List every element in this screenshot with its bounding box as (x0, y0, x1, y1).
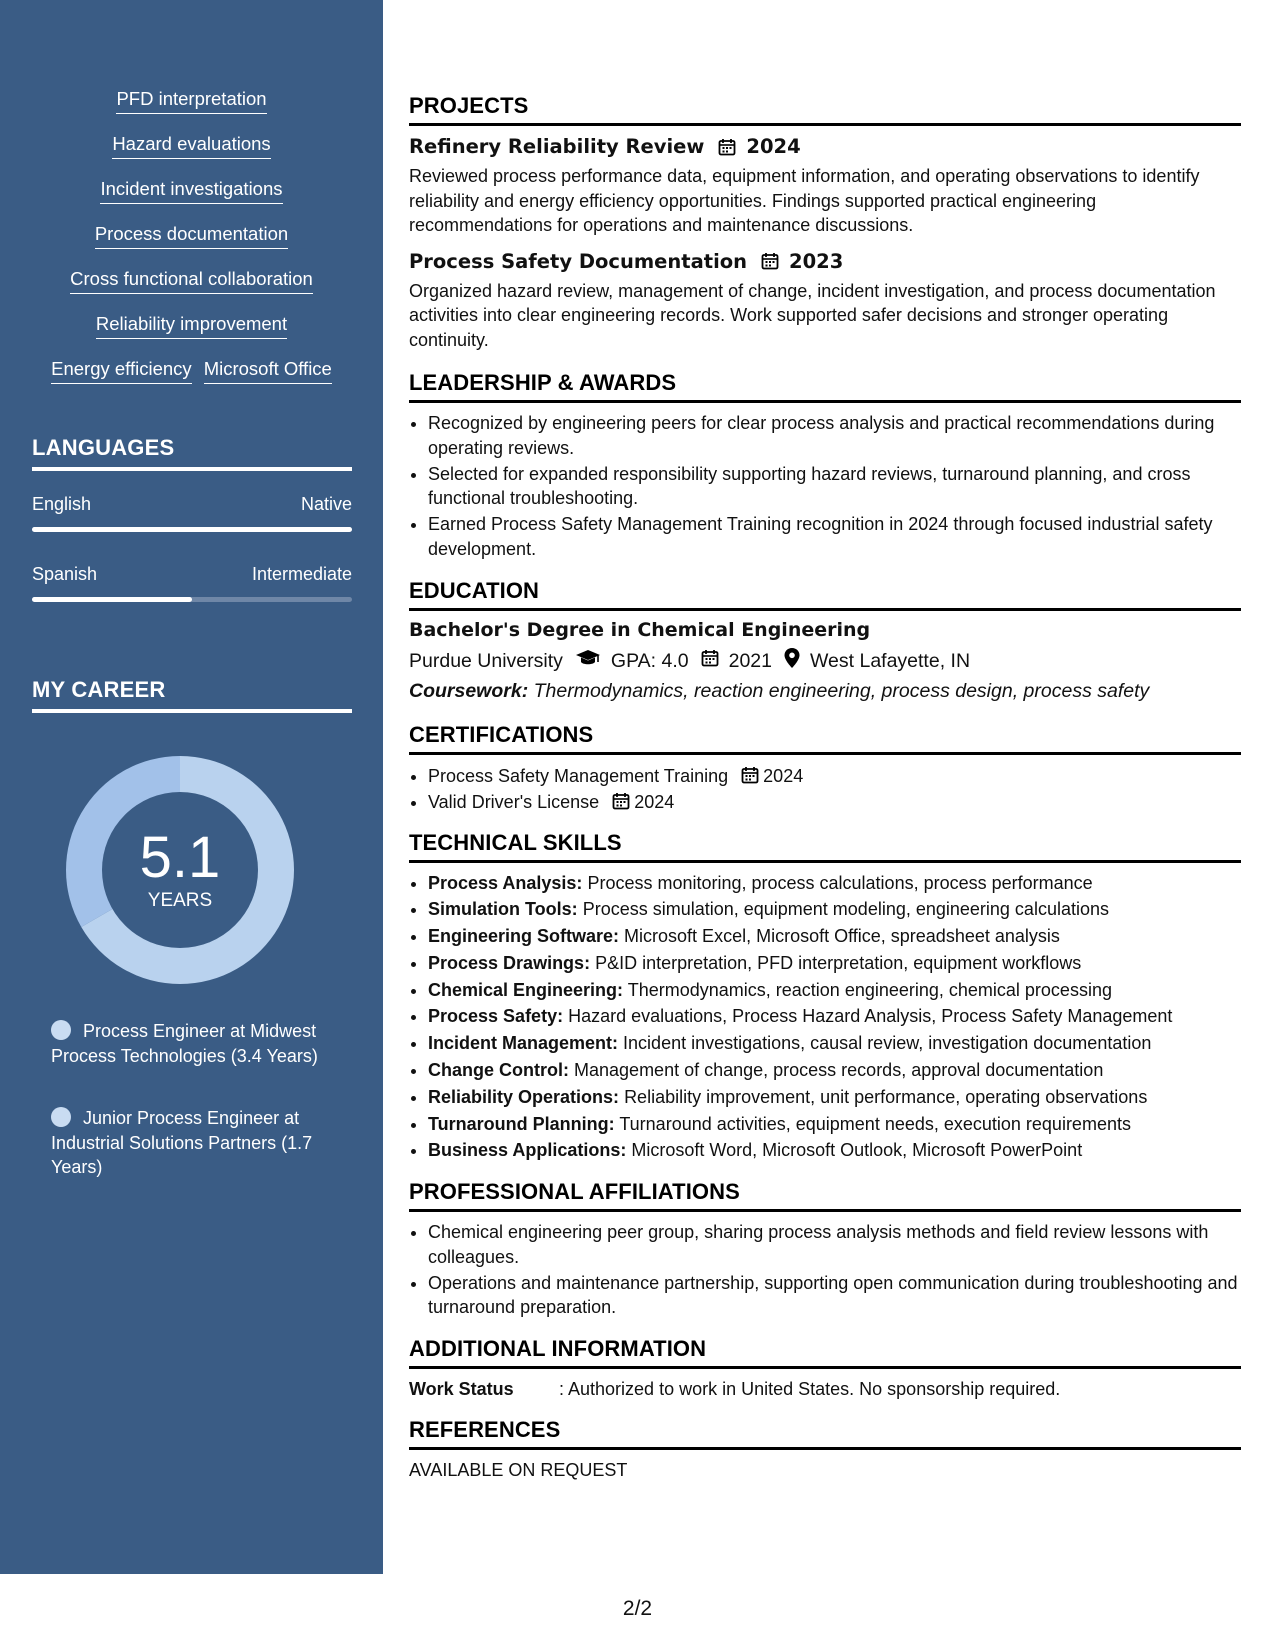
list-item: • Earned Process Safety Management Training recognition in 2024 through focused industrial safety development. (428, 512, 1241, 561)
career-item (51, 1106, 341, 1180)
skill-value: Thermodynamics, reaction engineering, chemical processing (627, 979, 1112, 1000)
list-item: • Chemical engineering peer group, sharing process analysis methods and field review lessons with colleagues. (428, 1220, 1241, 1269)
calendar-icon (718, 138, 736, 156)
graduation-year: 2021 (728, 649, 772, 672)
skill-value: Management of change, process records, approval documentation (574, 1060, 1104, 1081)
skill-label: Change Control: (428, 1060, 569, 1081)
education-details (409, 648, 1241, 674)
skill-label: Chemical Engineering: (428, 979, 624, 1000)
calendar-icon (741, 766, 759, 784)
skill-tags (0, 87, 383, 402)
calendar-icon (761, 252, 779, 270)
career-dot (51, 1107, 71, 1127)
career-item (51, 1019, 341, 1068)
skill-label: Incident Management: (428, 1033, 619, 1054)
career-total-unit: YEARS (147, 890, 213, 911)
projects-section (409, 93, 1241, 352)
references-section (409, 1417, 1241, 1481)
skill-label: Reliability Operations: (428, 1086, 620, 1107)
work-status-row (409, 1379, 1241, 1400)
skill-tag: Process documentation (95, 222, 288, 249)
list-item (428, 1004, 1241, 1029)
skill-tag: Microsoft Office (204, 357, 332, 384)
skill-label: Process Analysis: (428, 872, 583, 893)
leadership-list (409, 411, 1241, 561)
gpa: GPA: 4.0 (610, 649, 689, 672)
list-item (428, 1138, 1241, 1163)
list-item: • Recognized by engineering peers for clear process analysis and practical recommendations during operating reviews. (428, 411, 1241, 460)
skill-label: Process Safety: (428, 1006, 564, 1027)
location-pin-icon (784, 648, 800, 674)
certifications-section (409, 722, 1241, 815)
work-status-value: : Authorized to work in United States. No sponsorship required. (559, 1378, 1061, 1399)
skill-value: Process monitoring, process calculations, process performance (587, 872, 1093, 893)
section-heading: EDUCATION (409, 578, 1241, 611)
list-item (428, 951, 1241, 976)
languages-heading: LANGUAGES (32, 435, 352, 471)
skill-tag: Cross functional collaboration (70, 267, 313, 294)
leadership-section (409, 370, 1241, 561)
language-level: Native (300, 494, 352, 514)
certification-year: 2024 (634, 792, 675, 812)
project-title: Process Safety Documentation (409, 249, 748, 273)
additional-info-section (409, 1336, 1241, 1400)
skill-label: Simulation Tools: (428, 899, 578, 920)
skill-value: Incident investigations, causal review, investigation documentation (623, 1033, 1152, 1054)
main-content (409, 93, 1241, 1481)
language-english (32, 494, 352, 532)
skill-tag: Energy efficiency (51, 357, 192, 384)
list-item (428, 897, 1241, 922)
language-proficiency-fill (32, 527, 352, 532)
project-description: Organized hazard review, management of change, incident investigation, and process documentation activities into clear engineering records. Work supported safer decisions and stronger operating continuity. (409, 280, 1216, 350)
list-item (428, 764, 1241, 789)
calendar-icon (612, 792, 630, 810)
language-name: Spanish (32, 564, 98, 584)
skill-value: Process simulation, equipment modeling, engineering calculations (582, 899, 1109, 920)
project-description: Reviewed process performance data, equipment information, and operating observations to identify reliability and energy efficiency opportunities. Findings supported practical engineering recommendations for operations and maintenance discussions. (409, 166, 1200, 235)
skill-label: Business Applications: (428, 1140, 627, 1161)
sidebar (0, 0, 383, 1574)
list-item: • Operations and maintenance partnership, supporting open communication during troubleshooting and turnaround preparation. (428, 1271, 1241, 1320)
school-name: Purdue University (409, 649, 563, 672)
section-heading: CERTIFICATIONS (409, 722, 1241, 755)
skill-tag: Reliability improvement (96, 312, 287, 339)
certifications-list (409, 764, 1241, 815)
certification-name: Valid Driver's License (428, 792, 600, 812)
skill-value: Reliability improvement, unit performance, operating observations (624, 1086, 1148, 1107)
skill-value: Microsoft Word, Microsoft Outlook, Microsoft PowerPoint (631, 1140, 1083, 1161)
skill-tag: Incident investigations (100, 177, 282, 204)
career-dot (51, 1020, 71, 1040)
language-level: Intermediate (251, 564, 352, 584)
references-text: AVAILABLE ON REQUEST (409, 1459, 628, 1480)
affiliations-list (409, 1220, 1241, 1320)
skill-label: Engineering Software: (428, 926, 620, 947)
degree-title: Bachelor's Degree in Chemical Engineering (409, 619, 871, 641)
section-heading: REFERENCES (409, 1417, 1241, 1450)
coursework-text: Thermodynamics, reaction engineering, process design, process safety (533, 680, 1150, 702)
work-status-label: Work Status (409, 1378, 514, 1399)
list-item (428, 790, 1241, 815)
list-item (428, 978, 1241, 1003)
career-donut-chart (66, 756, 294, 984)
coursework-label: Coursework: (409, 680, 529, 702)
list-item (428, 1112, 1241, 1137)
certification-name: Process Safety Management Training (428, 766, 729, 786)
section-heading: LEADERSHIP & AWARDS (409, 370, 1241, 403)
skill-label: Turnaround Planning: (428, 1113, 615, 1134)
skill-value: Hazard evaluations, Process Hazard Analysis, Process Safety Management (568, 1006, 1173, 1027)
list-item (428, 1058, 1241, 1083)
education-section (409, 578, 1241, 703)
list-item (428, 1085, 1241, 1110)
school-location: West Lafayette, IN (809, 649, 971, 672)
skill-tag: PFD interpretation (116, 87, 266, 114)
calendar-icon (701, 649, 719, 673)
language-spanish (32, 564, 352, 602)
skill-value: Turnaround activities, equipment needs, execution requirements (619, 1113, 1131, 1134)
career-heading: MY CAREER (32, 677, 352, 713)
language-proficiency-bar (32, 597, 352, 602)
skill-value: P&ID interpretation, PFD interpretation, equipment workflows (595, 952, 1082, 973)
project-title: Refinery Reliability Review (409, 135, 705, 158)
language-name: English (32, 494, 92, 514)
career-total-number: 5.1 (139, 825, 221, 890)
career-item-text: Junior Process Engineer at Industrial Solutions Partners (1.7 Years) (51, 1108, 313, 1177)
section-heading: TECHNICAL SKILLS (409, 830, 1241, 863)
language-proficiency-bar (32, 527, 352, 532)
skill-tag: Hazard evaluations (112, 132, 270, 159)
skill-label: Process Drawings: (428, 952, 591, 973)
career-item-text: Process Engineer at Midwest Process Technologies (3.4 Years) (51, 1021, 318, 1066)
section-heading: ADDITIONAL INFORMATION (409, 1336, 1241, 1369)
section-heading: PROJECTS (409, 93, 1241, 126)
list-item: • Selected for expanded responsibility supporting hazard reviews, turnaround planning, and cross functional troubleshooting. (428, 462, 1241, 511)
list-item (428, 1031, 1241, 1056)
technical-skills-section (409, 830, 1241, 1164)
language-proficiency-fill (32, 597, 192, 602)
coursework (409, 680, 1241, 703)
project-title-row (409, 250, 1241, 273)
skill-value: Microsoft Excel, Microsoft Office, spreadsheet analysis (624, 926, 1060, 947)
project-title-row (409, 135, 1241, 158)
technical-skills-list (409, 871, 1241, 1164)
graduation-cap-icon (575, 649, 601, 673)
section-heading: PROFESSIONAL AFFILIATIONS (409, 1179, 1241, 1212)
list-item (428, 871, 1241, 896)
project-year: 2024 (746, 135, 801, 158)
page-number: 2/2 (622, 1597, 653, 1620)
list-item (428, 924, 1241, 949)
certification-year: 2024 (763, 766, 804, 786)
project-year: 2023 (789, 249, 844, 273)
affiliations-section (409, 1179, 1241, 1320)
